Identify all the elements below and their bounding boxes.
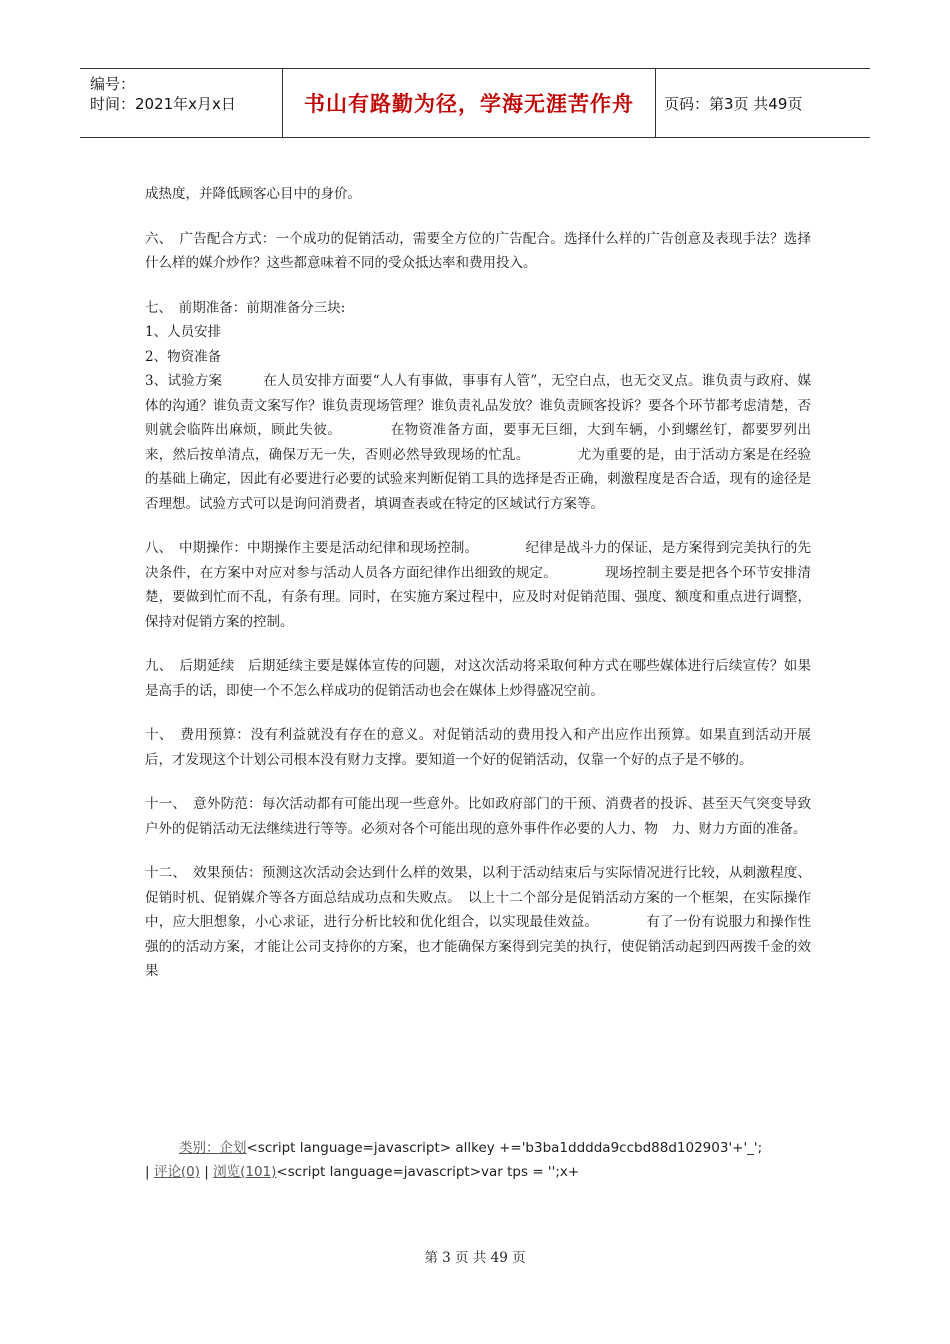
list-item-1: 1、人员安排 (145, 324, 222, 340)
number-label: 编号： (90, 75, 136, 93)
paragraph-section-12: 十二、 效果预估：预测这次活动会达到什么样的效果，以利于活动结束后与实际情况进行比较，从刺激程度、促销时机、促销媒介等各方面总结成功点和失败点。 以上十二个部分是促销活动方案的一个框架，在实际操作中，应大胆想象，小心求证，进行分析比较和优化组合，以实现最佳效益。 有了一份有说服力和操作性强的的活动方案，才能让公司支持你的方案，也才能确保方案得到完美的执行，使促销活动起到四两拨千金的效果 (145, 865, 811, 979)
header-meta-cell (80, 69, 283, 137)
paragraph-section-9: 九、 后期延续 后期延续主要是媒体宣传的问题，对这次活动将采取何种方式在哪些媒体进行后续宣传？如果是高手的话，即使一个不怎么样成功的促销活动也会在媒体上炒得盛况空前。 (145, 658, 811, 699)
document-header (80, 68, 870, 138)
list-item-2: 2、物资准备 (145, 348, 222, 365)
list-item-3: 3、试验方案 在人员安排方面要“人人有事做，事事有人管”，无空白点，也无交叉点。谁负责与政府、媒体的沟通？谁负责文案写作？谁负责现场管理？谁负责礼品发放？谁负责顾客投诉？要各个环节都考虑清楚，否则就会临阵出麻烦，顾此失彼。 在物资准备方面，要事无巨细，大到车辆，小到螺丝钉，都要罗列出来，然后按单清点，确保万无一失，否则必然导致现场的忙乱。 尤为重要的是，由于活动方案是在经验的基础上确定，因此有必要进行必要的试验来判断促销工具的选择是否正确，刺激程度是否合适，现有的途径是否理想。试验方式可以是询问消费者，填调查表或在特定的区域试行方案等。 (145, 373, 811, 512)
header-page-cell (656, 69, 870, 137)
post-meta (145, 1136, 811, 1184)
time-label: 时间：2021年x月x日 (90, 95, 236, 113)
paragraph-section-11: 十一、 意外防范：每次活动都有可能出现一些意外。比如政府部门的干预、消费者的投诉、甚至天气突变导致户外的促销活动无法继续进行等等。必须对各个可能出现的意外事件作必要的人力、物 力、财力方面的准备。 (145, 796, 811, 837)
header-motto-cell (283, 69, 656, 137)
views-link[interactable]: 浏览(101) (213, 1164, 277, 1180)
category-link[interactable]: 类别：企划 (179, 1140, 247, 1156)
page-footer: 第 3 页 共 49 页 (424, 1250, 526, 1266)
header-page-label: 页码：第3页 共49页 (664, 94, 803, 113)
paragraph-section-8: 八、 中期操作：中期操作主要是活动纪律和现场控制。 纪律是战斗力的保证，是方案得到完美执行的先决条件，在方案中对应对参与活动人员各方面纪律作出细致的规定。 现场控制主要是把各个环节安排清楚，要做到忙而不乱，有条有理。同时，在实施方案过程中，应及时对促销范围、强度、额度和重点进行调整，保持对促销方案的控制。 (145, 540, 811, 630)
script-text-1: <script language=javascript> allkey +='b3ba1dddda9ccbd88d102903'+'_'; (246, 1140, 763, 1156)
indent (145, 1140, 179, 1156)
document-body (145, 182, 811, 1004)
comments-link[interactable]: 评论(0) (153, 1164, 200, 1180)
script-text-2: <script language=javascript>var tps = '';x+ (276, 1164, 580, 1180)
separator-2: | (199, 1164, 214, 1180)
paragraph-section-6: 六、 广告配合方式：一个成功的促销活动，需要全方位的广告配合。选择什么样的广告创意及表现手法？选择什么样的媒介炒作？这些都意味着不同的受众抵达率和费用投入。 (145, 230, 811, 271)
separator-1: | (145, 1164, 154, 1180)
paragraph-section-10: 十、 费用预算：没有利益就没有存在的意义。对促销活动的费用投入和产出应作出预算。如果直到活动开展后，才发现这个计划公司根本没有财力支撑。要知道一个好的促销活动，仅靠一个好的点子是不够的。 (145, 727, 811, 768)
paragraph-section-7-heading: 七、 前期准备：前期准备分三块: (145, 299, 346, 316)
header-motto: 书山有路勤为径，学海无涯苦作舟 (304, 92, 634, 116)
paragraph-continuation: 成热度，并降低顾客心目中的身价。 (145, 186, 361, 202)
